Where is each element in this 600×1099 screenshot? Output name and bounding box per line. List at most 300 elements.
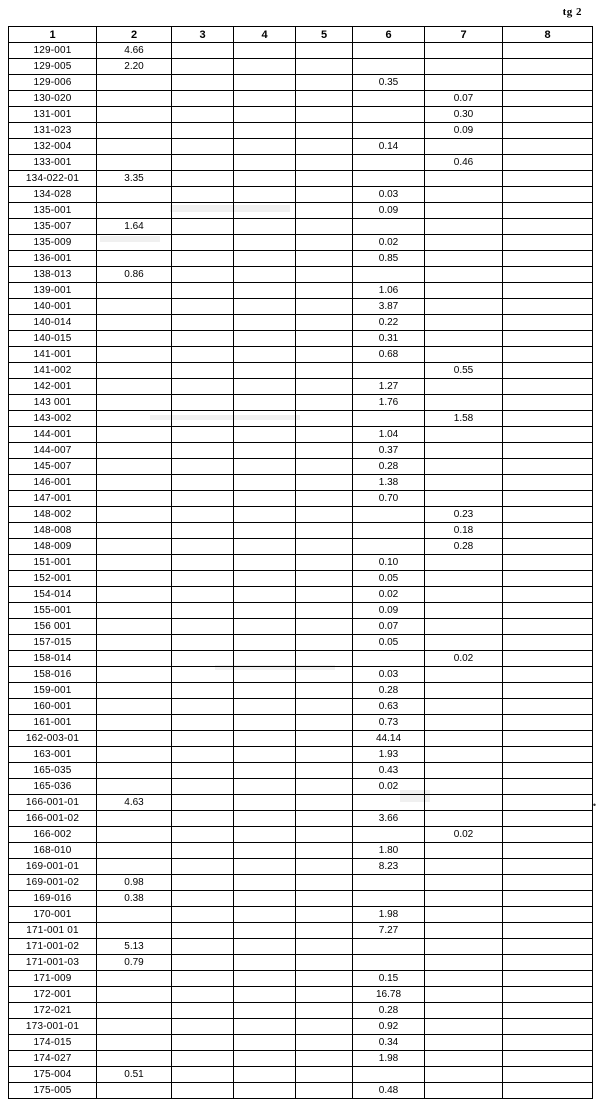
value-cell [296,939,353,955]
table-row [9,75,593,91]
value-cell [425,811,503,827]
value-cell [234,459,296,475]
value-cell [234,875,296,891]
row-key-cell: 166-001-01 [9,795,97,811]
value-cell [97,603,172,619]
row-key-cell: 135-001 [9,203,97,219]
value-cell: 3.87 [353,299,425,315]
value-cell [296,507,353,523]
value-cell [172,235,234,251]
value-cell [503,619,593,635]
value-cell [296,395,353,411]
value-cell [503,43,593,59]
value-cell: 0.10 [353,555,425,571]
value-cell [425,939,503,955]
value-cell: 1.76 [353,395,425,411]
value-cell [97,731,172,747]
value-cell [296,763,353,779]
value-cell [97,91,172,107]
value-cell [97,827,172,843]
value-cell [234,443,296,459]
value-cell [503,171,593,187]
table-row [9,235,593,251]
value-cell [234,251,296,267]
value-cell [172,779,234,795]
row-key-cell: 171-001 01 [9,923,97,939]
value-cell [425,875,503,891]
value-cell [503,571,593,587]
value-cell [97,1083,172,1099]
value-cell [296,491,353,507]
value-cell [97,491,172,507]
column-header-5: 5 [296,27,353,43]
table-row [9,363,593,379]
value-cell: 0.55 [425,363,503,379]
value-cell [353,875,425,891]
value-cell [353,43,425,59]
value-cell: 0.86 [97,267,172,283]
row-key-cell: 175-005 [9,1083,97,1099]
value-cell [425,283,503,299]
table-row [9,683,593,699]
value-cell [425,747,503,763]
value-cell [296,891,353,907]
value-cell [296,715,353,731]
table-row [9,731,593,747]
value-cell [503,347,593,363]
value-cell: 0.79 [97,955,172,971]
value-cell [296,987,353,1003]
row-key-cell: 141-001 [9,347,97,363]
row-key-cell: 130-020 [9,91,97,107]
row-key-cell: 148-008 [9,523,97,539]
row-key-cell: 152-001 [9,571,97,587]
value-cell [234,667,296,683]
value-cell [172,555,234,571]
table-row [9,715,593,731]
value-cell: 0.51 [97,1067,172,1083]
table-row [9,651,593,667]
row-key-cell: 144-007 [9,443,97,459]
value-cell [503,555,593,571]
value-cell [296,667,353,683]
value-cell [234,971,296,987]
value-cell [425,587,503,603]
value-cell [97,1003,172,1019]
value-cell: 3.66 [353,811,425,827]
row-key-cell: 136-001 [9,251,97,267]
value-cell: 1.58 [425,411,503,427]
value-cell [97,907,172,923]
row-key-cell: 132-004 [9,139,97,155]
value-cell: 0.35 [353,75,425,91]
row-key-cell: 134-022-01 [9,171,97,187]
column-header-8: 8 [503,27,593,43]
value-cell [172,859,234,875]
row-key-cell: 156 001 [9,619,97,635]
value-cell [425,715,503,731]
row-key-cell: 142-001 [9,379,97,395]
table-row [9,395,593,411]
table-row [9,283,593,299]
value-cell: 0.05 [353,635,425,651]
value-cell [296,91,353,107]
value-cell [234,939,296,955]
value-cell: 0.02 [353,587,425,603]
value-cell [503,987,593,1003]
column-header-3: 3 [172,27,234,43]
row-key-cell: 162-003-01 [9,731,97,747]
value-cell [97,75,172,91]
value-cell [503,187,593,203]
value-cell [503,75,593,91]
value-cell [97,715,172,731]
value-cell [296,955,353,971]
row-key-cell: 172-021 [9,1003,97,1019]
value-cell [353,107,425,123]
column-header-4: 4 [234,27,296,43]
value-cell [97,347,172,363]
value-cell: 1.38 [353,475,425,491]
value-cell [353,507,425,523]
value-cell [234,507,296,523]
table-row [9,859,593,875]
value-cell [97,619,172,635]
value-cell [172,331,234,347]
column-header-1: 1 [9,27,97,43]
value-cell [172,459,234,475]
value-cell [234,155,296,171]
value-cell [296,779,353,795]
value-cell [296,555,353,571]
table-row [9,587,593,603]
value-cell [97,971,172,987]
value-cell [503,459,593,475]
value-cell [425,43,503,59]
row-key-cell: 171-009 [9,971,97,987]
value-cell: 2.20 [97,59,172,75]
value-cell [503,731,593,747]
value-cell [97,139,172,155]
value-cell [172,1083,234,1099]
value-cell [172,363,234,379]
value-cell [234,299,296,315]
value-cell: 0.68 [353,347,425,363]
value-cell [353,523,425,539]
value-cell [97,379,172,395]
table-row [9,43,593,59]
value-cell [234,315,296,331]
value-cell: 0.98 [97,875,172,891]
value-cell: 1.93 [353,747,425,763]
value-cell [97,507,172,523]
value-cell [234,75,296,91]
row-key-cell: 161-001 [9,715,97,731]
value-cell: 1.98 [353,1051,425,1067]
value-cell [296,651,353,667]
value-cell [172,443,234,459]
value-cell [296,267,353,283]
value-cell [425,843,503,859]
value-cell [425,443,503,459]
value-cell [172,395,234,411]
value-cell [353,171,425,187]
value-cell: 0.48 [353,1083,425,1099]
table-row [9,555,593,571]
table-row [9,667,593,683]
value-cell [353,1067,425,1083]
value-cell [97,187,172,203]
value-cell: 3.35 [97,171,172,187]
value-cell [503,139,593,155]
value-cell [425,1019,503,1035]
value-cell [234,123,296,139]
value-cell [97,363,172,379]
table-row [9,171,593,187]
table-row [9,1083,593,1099]
value-cell [503,811,593,827]
value-cell [503,539,593,555]
value-cell [503,523,593,539]
value-cell [425,667,503,683]
value-cell [296,971,353,987]
value-cell [353,155,425,171]
value-cell [172,683,234,699]
value-cell [97,411,172,427]
value-cell [425,395,503,411]
value-cell [503,395,593,411]
value-cell [172,699,234,715]
value-cell [296,923,353,939]
value-cell [296,283,353,299]
row-key-cell: 148-009 [9,539,97,555]
value-cell [97,635,172,651]
value-cell [172,763,234,779]
value-cell [296,171,353,187]
value-cell [172,507,234,523]
value-cell [172,587,234,603]
value-cell [172,987,234,1003]
value-cell [425,1003,503,1019]
row-key-cell: 151-001 [9,555,97,571]
row-key-cell: 131-001 [9,107,97,123]
column-header-2: 2 [97,27,172,43]
value-cell [234,331,296,347]
value-cell [425,379,503,395]
value-cell [503,203,593,219]
value-cell [425,571,503,587]
value-cell [97,811,172,827]
value-cell [97,523,172,539]
value-cell [296,539,353,555]
value-cell: 44.14 [353,731,425,747]
value-cell [425,923,503,939]
value-cell [234,715,296,731]
value-cell [234,411,296,427]
row-key-cell: 154-014 [9,587,97,603]
value-cell [234,1003,296,1019]
value-cell [425,891,503,907]
value-cell [503,1067,593,1083]
row-key-cell: 129-001 [9,43,97,59]
row-key-cell: 174-015 [9,1035,97,1051]
value-cell [425,635,503,651]
value-cell [234,379,296,395]
value-cell [296,747,353,763]
value-cell [503,763,593,779]
table-row [9,507,593,523]
row-key-cell: 163-001 [9,747,97,763]
value-cell [296,139,353,155]
value-cell [234,267,296,283]
table-row [9,843,593,859]
value-cell [353,363,425,379]
value-cell [234,587,296,603]
row-key-cell: 169-001-01 [9,859,97,875]
value-cell [503,891,593,907]
value-cell [97,475,172,491]
value-cell: 0.70 [353,491,425,507]
value-cell [172,523,234,539]
value-cell [234,635,296,651]
row-key-cell: 129-005 [9,59,97,75]
value-cell [503,251,593,267]
value-cell [172,1019,234,1035]
value-cell [234,347,296,363]
value-cell [503,91,593,107]
table-row [9,1035,593,1051]
value-cell [172,907,234,923]
row-key-cell: 147-001 [9,491,97,507]
value-cell [503,1003,593,1019]
value-cell [97,667,172,683]
value-cell [503,635,593,651]
value-cell [353,955,425,971]
value-cell: 0.28 [353,1003,425,1019]
value-cell [172,251,234,267]
value-cell: 0.03 [353,187,425,203]
value-cell [296,1035,353,1051]
value-cell: 0.92 [353,1019,425,1035]
table-row [9,91,593,107]
value-cell [296,635,353,651]
value-cell: 0.28 [353,459,425,475]
value-cell [97,683,172,699]
value-cell [172,139,234,155]
table-row [9,747,593,763]
value-cell [97,699,172,715]
value-cell [234,747,296,763]
value-cell [425,459,503,475]
value-cell [172,795,234,811]
value-cell [353,939,425,955]
value-cell [503,923,593,939]
value-cell [234,683,296,699]
value-cell [234,603,296,619]
table-row [9,923,593,939]
value-cell [172,427,234,443]
value-cell [172,475,234,491]
table-row [9,299,593,315]
value-cell [234,171,296,187]
value-cell: 1.27 [353,379,425,395]
value-cell [97,539,172,555]
value-cell [353,795,425,811]
value-cell: 0.02 [353,235,425,251]
value-cell [503,59,593,75]
value-cell [503,427,593,443]
row-key-cell: 171-001-02 [9,939,97,955]
table-body [9,43,593,1099]
value-cell [296,219,353,235]
value-cell [425,251,503,267]
value-cell [97,107,172,123]
value-cell [172,203,234,219]
row-key-cell: 158-014 [9,651,97,667]
value-cell: 0.03 [353,667,425,683]
value-cell [234,427,296,443]
value-cell [97,587,172,603]
value-cell: 0.38 [97,891,172,907]
data-table [8,26,593,1099]
value-cell [425,907,503,923]
value-cell [353,539,425,555]
table-row [9,347,593,363]
value-cell [425,59,503,75]
value-cell [172,1067,234,1083]
value-cell [296,411,353,427]
row-key-cell: 140-014 [9,315,97,331]
table-row [9,523,593,539]
value-cell [503,443,593,459]
value-cell [296,1051,353,1067]
table-row [9,459,593,475]
value-cell: 0.07 [425,91,503,107]
value-cell [234,795,296,811]
table-row [9,427,593,443]
value-cell [503,651,593,667]
value-cell [97,427,172,443]
table-row [9,123,593,139]
value-cell [234,555,296,571]
value-cell [503,475,593,491]
row-key-cell: 144-001 [9,427,97,443]
row-key-cell: 165-036 [9,779,97,795]
value-cell [234,1051,296,1067]
value-cell [425,171,503,187]
value-cell [172,843,234,859]
value-cell: 0.02 [425,827,503,843]
value-cell [296,907,353,923]
value-cell [425,699,503,715]
value-cell [503,603,593,619]
value-cell [172,491,234,507]
value-cell [97,395,172,411]
value-cell [296,683,353,699]
value-cell [234,955,296,971]
value-cell [425,235,503,251]
page-header-label: tg 2 [562,6,582,18]
value-cell [172,955,234,971]
value-cell [97,235,172,251]
table-row [9,443,593,459]
value-cell [97,779,172,795]
value-cell [503,411,593,427]
row-key-cell: 133-001 [9,155,97,171]
value-cell [234,59,296,75]
value-cell [296,619,353,635]
value-cell [425,1051,503,1067]
